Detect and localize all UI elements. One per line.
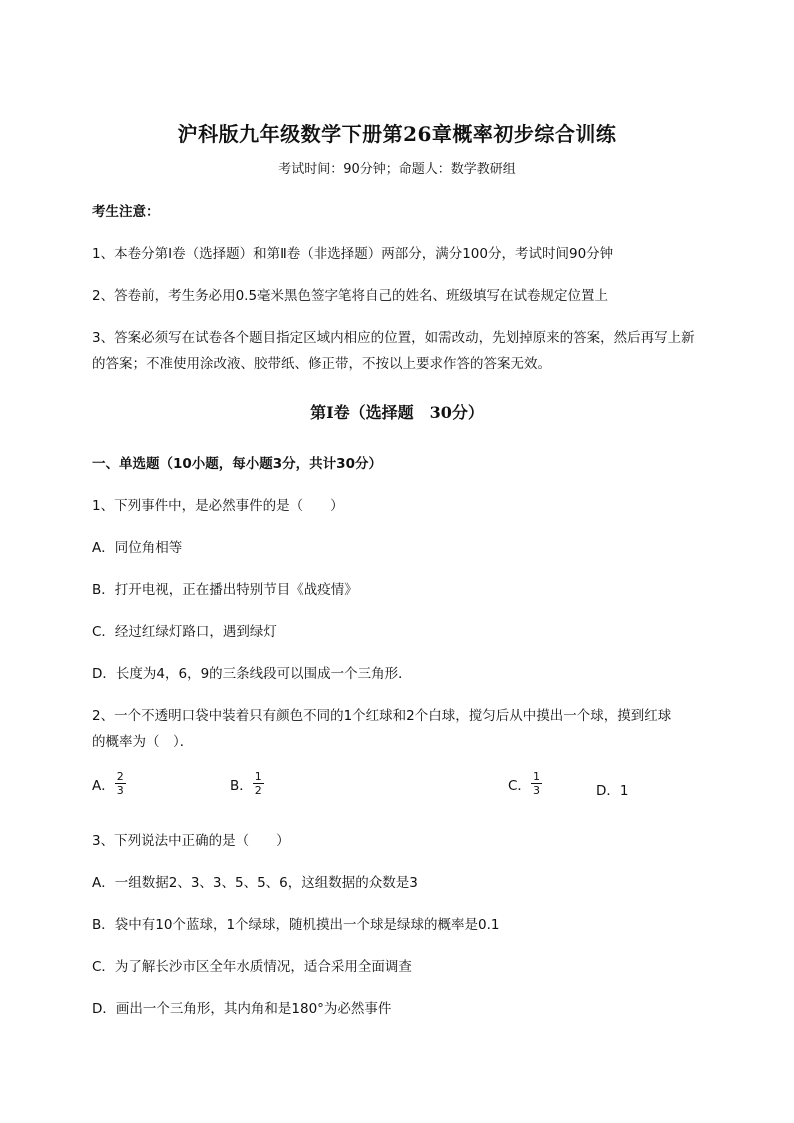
fraction-numerator: 1 xyxy=(254,770,262,783)
exam-info: 考试时间：90分钟；命题人：数学教研组 xyxy=(278,162,516,177)
notice-item-1: 1、本卷分第I卷（选择题）和第Ⅱ卷（非选择题）两部分，满分100分，考试时间90分钟 xyxy=(92,246,614,262)
fraction-numerator: 1 xyxy=(532,770,540,783)
notice-item-2: 2、答卷前，考生务必用0.5毫米黑色签字笔将自己的姓名、班级填写在试卷规定位置上 xyxy=(92,288,609,304)
notice-heading: 考生注意： xyxy=(92,204,160,220)
fraction xyxy=(253,770,264,797)
question-3-option-b: B．袋中有10个蓝球，1个绿球，随机摸出一个球是绿球的概率是0.1 xyxy=(92,917,500,933)
question-1-option-d: D．长度为4，6，9的三条线段可以围成一个三角形． xyxy=(92,666,412,682)
option-label: B． xyxy=(230,777,253,794)
notice-item-3: 3、答案必须写在试卷各个题目指定区域内相应的位置，如需改动，先划掉原来的答案，然后再写上新 xyxy=(92,330,695,346)
question-2-option-d xyxy=(596,779,628,799)
question-3-option-d: D．画出一个三角形，其内角和是180°为必然事件 xyxy=(92,1001,392,1017)
fraction xyxy=(531,770,542,797)
question-2-option-c xyxy=(508,770,542,797)
section-title: 第I卷（选择题 30分） xyxy=(310,403,484,422)
question-1-option-a: A．同位角相等 xyxy=(92,540,183,556)
part-heading: 一、单选题（10小题，每小题3分，共计30分） xyxy=(92,456,382,472)
option-label: A． xyxy=(92,777,115,794)
question-2-option-b xyxy=(230,770,264,797)
fraction xyxy=(115,770,126,797)
question-3-stem: 3、下列说法中正确的是（ ） xyxy=(92,833,290,849)
fraction-denominator: 2 xyxy=(254,784,262,797)
question-1-option-c: C．经过红绿灯路口，遇到绿灯 xyxy=(92,624,277,640)
question-2-stem: 2、一个不透明口袋中装着只有颜色不同的1个红球和2个白球，搅匀后从中摸出一个球，摸到红球 xyxy=(92,708,672,724)
question-3-option-c: C．为了解长沙市区全年水质情况，适合采用全面调查 xyxy=(92,959,412,975)
option-label: C． xyxy=(508,777,531,794)
question-1-stem: 1、下列事件中，是必然事件的是（ ） xyxy=(92,498,344,514)
option-label: D．1 xyxy=(596,783,629,799)
fraction-denominator: 3 xyxy=(532,784,540,797)
fraction-numerator: 2 xyxy=(116,770,124,783)
question-2-stem-cont: 的概率为（ ）． xyxy=(92,734,194,750)
question-1-option-b: B．打开电视，正在播出特别节目《战疫情》 xyxy=(92,582,358,598)
notice-item-3-cont: 的答案；不准使用涂改液、胶带纸、修正带，不按以上要求作答的答案无效。 xyxy=(92,356,551,372)
question-2-option-a xyxy=(92,770,126,797)
page-title: 沪科版九年级数学下册第26章概率初步综合训练 xyxy=(177,122,617,146)
fraction-denominator: 3 xyxy=(116,784,124,797)
question-3-option-a: A．一组数据2、3、3、5、5、6，这组数据的众数是3 xyxy=(92,875,418,891)
